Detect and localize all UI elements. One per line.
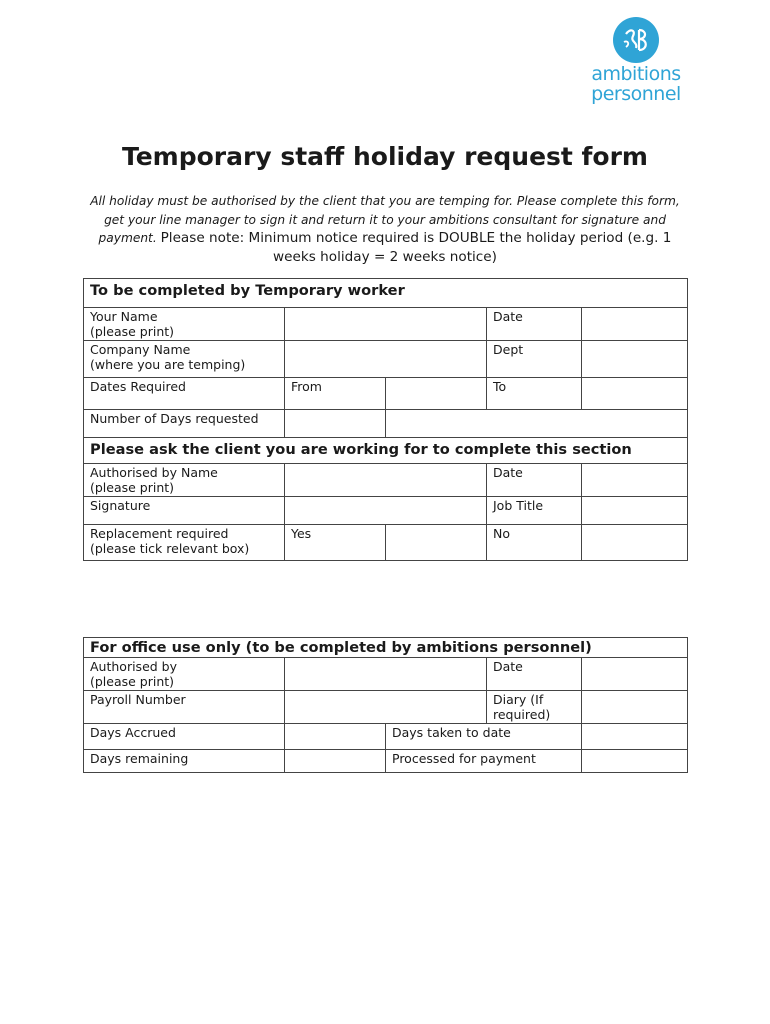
job-title-input[interactable] bbox=[582, 497, 688, 525]
days-accrued-input[interactable] bbox=[285, 724, 386, 750]
days-requested-label: Number of Days requested bbox=[84, 410, 285, 438]
processed-input[interactable] bbox=[582, 750, 688, 773]
signature-input[interactable] bbox=[285, 497, 487, 525]
office-use-table bbox=[83, 637, 688, 773]
no-tick-box[interactable] bbox=[582, 525, 688, 561]
diary-label: Diary (If required) bbox=[487, 691, 582, 724]
intro-instructions: All holiday must be authorised by the client that you are temping for. Please complete this form, get your line manager to sign it and return it to your ambitions consultant for signature and payment. bbox=[90, 194, 680, 245]
dept-input[interactable] bbox=[582, 341, 688, 378]
client-section-header: Please ask the client you are working for to complete this section bbox=[84, 438, 688, 464]
worker-section-header: To be completed by Temporary worker bbox=[84, 279, 688, 308]
client-date-label: Date bbox=[487, 464, 582, 497]
authorised-name-input[interactable] bbox=[285, 464, 487, 497]
page-title: Temporary staff holiday request form bbox=[121, 142, 648, 171]
logo-text-line2: personnel bbox=[591, 83, 681, 105]
dates-required-label: Dates Required bbox=[84, 378, 285, 410]
signature-label: Signature bbox=[84, 497, 285, 525]
client-date-input[interactable] bbox=[582, 464, 688, 497]
days-accrued-label: Days Accrued bbox=[84, 724, 285, 750]
authorised-name-label: Authorised by Name (please print) bbox=[84, 464, 285, 497]
office-authorised-input[interactable] bbox=[285, 658, 487, 691]
days-taken-input[interactable] bbox=[582, 724, 688, 750]
to-input[interactable] bbox=[582, 378, 688, 410]
processed-label: Processed for payment bbox=[386, 750, 582, 773]
replacement-label: Replacement required (please tick relevant box) bbox=[84, 525, 285, 561]
date-input[interactable] bbox=[582, 308, 688, 341]
your-name-label: Your Name (please print) bbox=[84, 308, 285, 341]
company-logo bbox=[590, 16, 682, 104]
payroll-number-label: Payroll Number bbox=[84, 691, 285, 724]
logo-text-line1: ambitions bbox=[591, 63, 681, 85]
to-label: To bbox=[487, 378, 582, 410]
from-input[interactable] bbox=[386, 378, 487, 410]
yes-tick-box[interactable] bbox=[386, 525, 487, 561]
days-taken-label: Days taken to date bbox=[386, 724, 582, 750]
company-name-input[interactable] bbox=[285, 341, 487, 378]
intro-notice: Please note: Minimum notice required is DOUBLE the holiday period (e.g. 1 weeks holiday = 2 weeks notice) bbox=[160, 230, 672, 265]
office-section-header: For office use only (to be completed by ambitions personnel) bbox=[84, 638, 688, 658]
no-label: No bbox=[487, 525, 582, 561]
office-date-label: Date bbox=[487, 658, 582, 691]
from-label: From bbox=[285, 378, 386, 410]
your-name-input[interactable] bbox=[285, 308, 487, 341]
company-name-label: Company Name (where you are temping) bbox=[84, 341, 285, 378]
office-date-input[interactable] bbox=[582, 658, 688, 691]
diary-input[interactable] bbox=[582, 691, 688, 724]
worker-and-client-table bbox=[83, 278, 688, 561]
dept-label: Dept bbox=[487, 341, 582, 378]
yes-label: Yes bbox=[285, 525, 386, 561]
job-title-label: Job Title bbox=[487, 497, 582, 525]
days-requested-extra bbox=[386, 410, 688, 438]
payroll-number-input[interactable] bbox=[285, 691, 487, 724]
days-requested-input[interactable] bbox=[285, 410, 386, 438]
intro-text bbox=[86, 192, 684, 266]
days-remaining-label: Days remaining bbox=[84, 750, 285, 773]
days-remaining-input[interactable] bbox=[285, 750, 386, 773]
office-authorised-label: Authorised by (please print) bbox=[84, 658, 285, 691]
date-label: Date bbox=[487, 308, 582, 341]
logo-mark-icon bbox=[612, 16, 660, 64]
